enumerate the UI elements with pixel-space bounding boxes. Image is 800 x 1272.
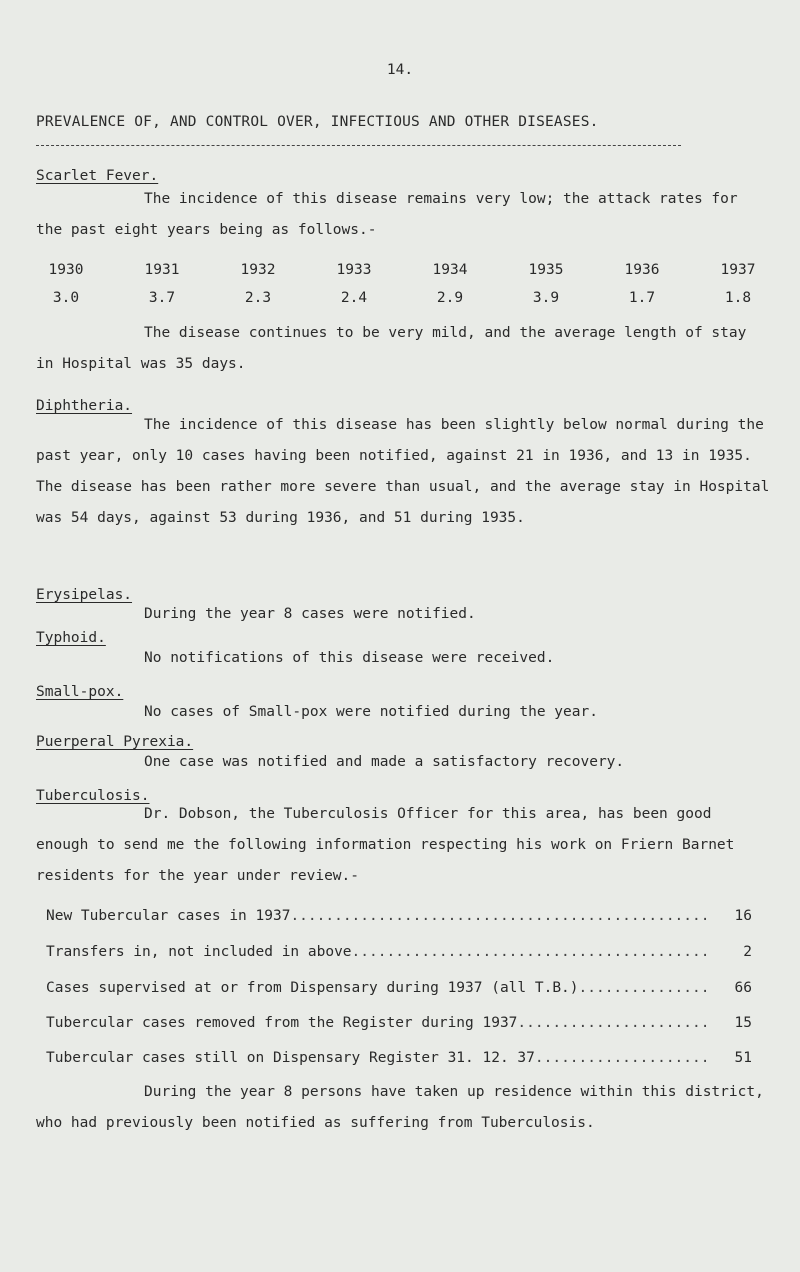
title-divider — [36, 145, 681, 146]
rate-cell: 2.4 — [340, 290, 368, 306]
list-item — [46, 1050, 752, 1066]
rate-cell: 1.7 — [628, 290, 656, 306]
erysipelas-heading: Erysipelas. — [36, 587, 133, 603]
leader-dots — [290, 908, 712, 924]
leader-dots — [535, 1050, 712, 1066]
scarlet-fever-years-row — [36, 262, 768, 278]
rate-cell: 2.3 — [244, 290, 272, 306]
list-item-value: 15 — [734, 1015, 752, 1031]
smallpox-heading: Small-pox. — [36, 684, 124, 700]
rate-cell: 3.0 — [52, 290, 80, 306]
leader-dots — [352, 944, 712, 960]
year-cell: 1932 — [240, 262, 276, 278]
list-item-value: 16 — [734, 908, 752, 924]
typhoid-text: No notifications of this disease were received. — [144, 650, 555, 666]
year-cell: 1935 — [528, 262, 564, 278]
scarlet-fever-rates-row — [36, 290, 768, 306]
list-item-label: Tubercular cases still on Dispensary Register 31. 12. 37 — [46, 1050, 535, 1066]
scarlet-fever-text — [36, 318, 771, 380]
list-item-value: 66 — [734, 980, 752, 996]
puerperal-heading: Puerperal Pyrexia. — [36, 734, 194, 750]
year-cell: 1931 — [144, 262, 180, 278]
rate-cell: 2.9 — [436, 290, 464, 306]
tuberculosis-closing-text: During the year 8 persons have taken up residence within this district, who had previously been notified as suffering from Tuberculosis. — [36, 1084, 764, 1131]
list-item — [46, 980, 752, 996]
leader-dots — [579, 980, 712, 996]
diphtheria-heading: Diphtheria. — [36, 398, 133, 414]
year-cell: 1936 — [624, 262, 660, 278]
year-cell: 1934 — [432, 262, 468, 278]
page-title: PREVALENCE OF, AND CONTROL OVER, INFECTIOUS AND OTHER DISEASES. — [36, 114, 599, 130]
scarlet-fever-text-body: The disease continues to be very mild, and the average length of stay in Hospital was 35 days. — [36, 325, 747, 372]
tuberculosis-heading: Tuberculosis. — [36, 788, 150, 804]
tuberculosis-intro — [36, 799, 771, 892]
list-item-label: Cases supervised at or from Dispensary during 1937 (all T.B.) — [46, 980, 579, 996]
list-item-value: 51 — [734, 1050, 752, 1066]
list-item-label: Transfers in, not included in above — [46, 944, 352, 960]
list-item-label: New Tubercular cases in 1937 — [46, 908, 291, 924]
list-item-value: 2 — [743, 944, 752, 960]
year-cell: 1930 — [48, 262, 84, 278]
scarlet-fever-intro-text: The incidence of this disease remains very low; the attack rates for the past eight years being as follows.- — [36, 191, 738, 238]
rate-cell: 1.8 — [724, 290, 752, 306]
scarlet-fever-heading: Scarlet Fever. — [36, 168, 159, 184]
rate-cell: 3.7 — [148, 290, 176, 306]
puerperal-text: One case was notified and made a satisfactory recovery. — [144, 754, 625, 770]
year-cell: 1937 — [720, 262, 756, 278]
erysipelas-text: During the year 8 cases were notified. — [144, 606, 476, 622]
page-number: 14. — [386, 62, 414, 78]
rate-cell: 3.9 — [532, 290, 560, 306]
tuberculosis-intro-text: Dr. Dobson, the Tuberculosis Officer for this area, has been good enough to send me the following information respecting his work on Friern Barnet residents for the year under review.- — [36, 806, 735, 884]
list-item — [46, 1015, 752, 1031]
smallpox-text: No cases of Small-pox were notified during the year. — [144, 704, 598, 720]
scarlet-fever-intro — [36, 184, 771, 246]
list-item — [46, 908, 752, 924]
list-item-label: Tubercular cases removed from the Register during 1937 — [46, 1015, 518, 1031]
diphtheria-text-body: The incidence of this disease has been slightly below normal during the past year, only 10 cases having been notified, against 21 in 1936, and 13 in 1935. The disease has been rather more severe than usual, and the average stay in Hospital was 54 days, against 53 during 1936, and 51 during 1935. — [36, 417, 770, 526]
diphtheria-text — [36, 410, 771, 534]
year-cell: 1933 — [336, 262, 372, 278]
leader-dots — [517, 1015, 712, 1031]
tuberculosis-closing — [36, 1077, 771, 1139]
list-item — [46, 944, 752, 960]
typhoid-heading: Typhoid. — [36, 630, 106, 646]
